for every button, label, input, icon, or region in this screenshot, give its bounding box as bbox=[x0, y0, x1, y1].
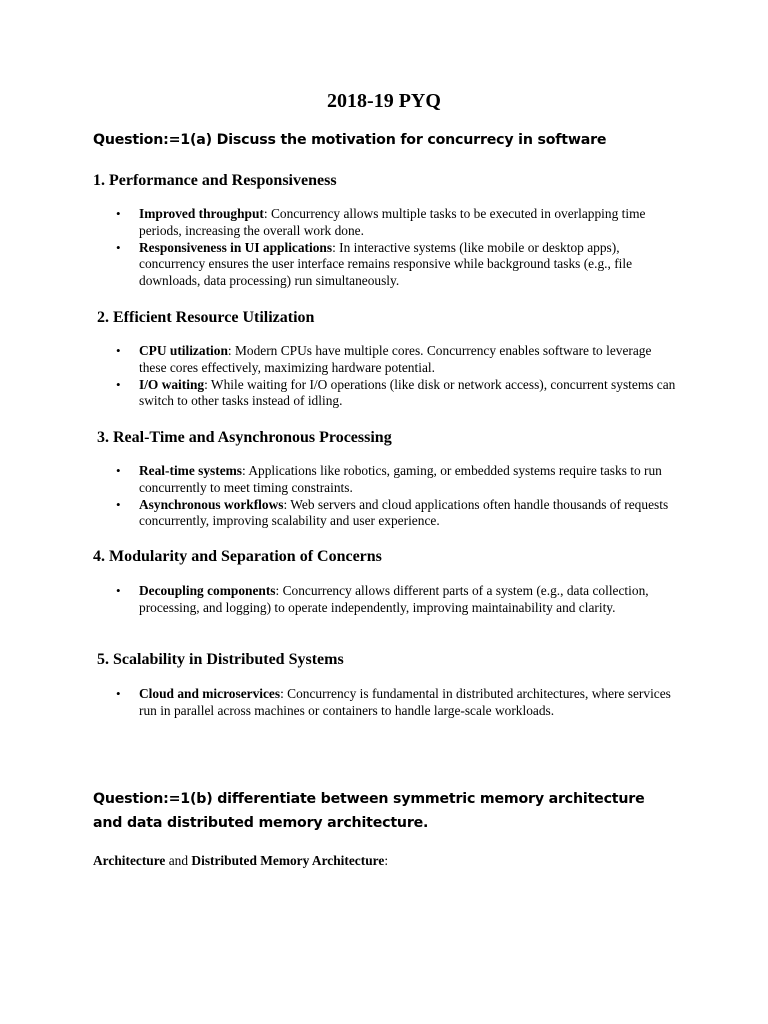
list-item bbox=[116, 686, 676, 720]
section-heading-2: 2. Efficient Resource Utilization bbox=[97, 309, 315, 326]
list-item bbox=[116, 583, 676, 617]
bullet-icon: • bbox=[116, 496, 121, 512]
bullet-icon: • bbox=[116, 686, 121, 701]
item-text: : Concurrency is fundamental in distributed architectures, where services run in parallel across machines or containers to handle large-scale workloads. bbox=[139, 686, 671, 718]
section-4-list bbox=[116, 583, 676, 617]
section-3-list bbox=[116, 463, 676, 530]
section-2-list bbox=[116, 343, 676, 410]
list-item bbox=[116, 206, 676, 240]
item-text: : In interactive systems (like mobile or desktop apps), concurrency ensures the user interface remains responsive while background tasks (e.g., file downloads, data processing) run simultaneously. bbox=[139, 239, 633, 289]
section-1-list bbox=[116, 206, 676, 290]
bullet-icon: • bbox=[116, 206, 121, 221]
item-text: : Concurrency allows multiple tasks to be executed in overlapping time periods, increasing the overall work done. bbox=[139, 206, 646, 238]
bullet-icon: • bbox=[116, 343, 121, 358]
item-term: Cloud and microservices bbox=[139, 686, 281, 701]
item-term: Responsiveness in UI applications bbox=[139, 239, 333, 255]
arch-conjunction: and bbox=[165, 853, 192, 868]
question-1a: Question:=1(a) Discuss the motivation for concurrecy in software bbox=[93, 132, 607, 148]
item-term: CPU utilization bbox=[139, 343, 228, 358]
item-text: : Concurrency allows different parts of a system (e.g., data collection, processing, and logging) to operate independently, improving maintainability and clarity. bbox=[139, 583, 649, 615]
bullet-icon: • bbox=[116, 376, 121, 392]
bullet-icon: • bbox=[116, 239, 121, 255]
list-item bbox=[116, 497, 676, 531]
section-heading-4: 4. Modularity and Separation of Concerns bbox=[93, 548, 382, 565]
bullet-icon: • bbox=[116, 463, 121, 478]
item-term: Improved throughput bbox=[139, 206, 264, 221]
arch-colon: : bbox=[384, 853, 389, 868]
list-item bbox=[116, 343, 676, 377]
list-item bbox=[116, 377, 676, 411]
section-heading-5: 5. Scalability in Distributed Systems bbox=[97, 651, 344, 668]
question-1b: Question:=1(b) differentiate between symmetric memory architecture and data distributed memory architecture. bbox=[93, 791, 645, 831]
item-text: : Web servers and cloud applications often handle thousands of requests concurrently, improving scalability and user experience. bbox=[139, 496, 669, 529]
section-heading-3: 3. Real-Time and Asynchronous Processing bbox=[97, 429, 392, 446]
item-term: Real-time systems bbox=[139, 463, 242, 478]
arch-term-1: Architecture bbox=[93, 853, 166, 868]
item-text: : Applications like robotics, gaming, or embedded systems require tasks to run concurrently to meet timing constraints. bbox=[139, 463, 662, 495]
item-text: : Modern CPUs have multiple cores. Concurrency enables software to leverage these cores effectively, maximizing hardware potential. bbox=[139, 343, 652, 375]
item-term: Decoupling components bbox=[139, 583, 276, 598]
bullet-icon: • bbox=[116, 583, 121, 598]
section-heading-1: 1. Performance and Responsiveness bbox=[93, 172, 337, 189]
page-title: 2018-19 PYQ bbox=[327, 90, 441, 112]
item-text: : While waiting for I/O operations (like disk or network access), concurrent systems can switch to other tasks instead of idling. bbox=[139, 376, 676, 409]
architecture-line bbox=[93, 852, 693, 870]
arch-term-2: Distributed Memory Architecture bbox=[191, 853, 385, 868]
item-term: I/O waiting bbox=[139, 376, 205, 392]
item-term: Asynchronous workflows bbox=[139, 496, 284, 512]
section-5-list bbox=[116, 686, 676, 720]
list-item bbox=[116, 463, 676, 497]
list-item bbox=[116, 240, 676, 290]
